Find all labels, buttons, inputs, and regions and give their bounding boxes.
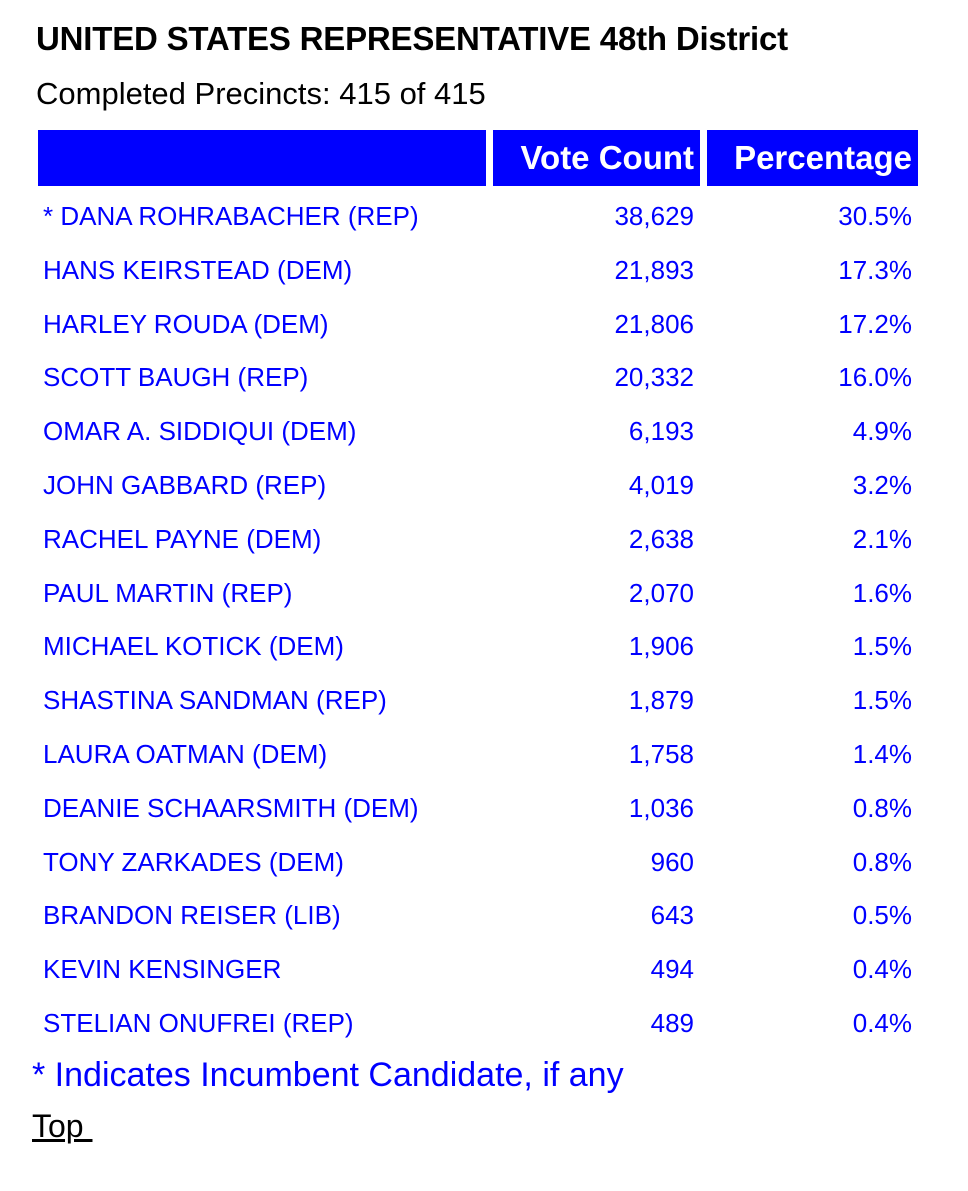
- candidate-name: OMAR A. SIDDIQUI (DEM): [43, 416, 357, 447]
- incumbent-note: * Indicates Incumbent Candidate, if any: [32, 1056, 624, 1094]
- top-link[interactable]: Top: [32, 1108, 93, 1144]
- table-row: [0, 997, 968, 1051]
- table-row: [0, 943, 968, 997]
- vote-count: 38,629: [614, 201, 694, 231]
- vote-count: 20,332: [614, 362, 694, 393]
- candidate-name: * DANA ROHRABACHER (REP): [43, 201, 419, 231]
- candidate-name: DEANIE SCHAARSMITH (DEM): [43, 792, 419, 823]
- table-row: [0, 513, 968, 567]
- candidate-name: STELIAN ONUFREI (REP): [43, 1007, 354, 1038]
- table-row: [0, 782, 968, 836]
- vote-percentage: 30.5%: [838, 201, 912, 231]
- vote-percentage: 0.4%: [852, 1007, 912, 1038]
- candidate-name: HARLEY ROUDA (DEM): [43, 308, 329, 339]
- vote-count: 2,070: [628, 577, 694, 608]
- table-row: [0, 190, 968, 244]
- vote-percentage: 0.8%: [852, 792, 912, 823]
- vote-percentage: 17.2%: [838, 308, 912, 339]
- candidate-name: KEVIN KENSINGER: [43, 954, 282, 985]
- table-row: [0, 351, 968, 405]
- column-header-percentage: Percentage: [707, 130, 918, 186]
- table-row: [0, 459, 968, 513]
- vote-percentage: 2.1%: [852, 523, 912, 554]
- table-row: [0, 620, 968, 674]
- table-row: [0, 298, 968, 352]
- vote-count: 960: [650, 846, 694, 877]
- vote-count: 489: [650, 1007, 694, 1038]
- page-title: UNITED STATES REPRESENTATIVE 48th District: [36, 20, 788, 57]
- table-row: [0, 674, 968, 728]
- vote-percentage: 0.4%: [852, 954, 912, 985]
- results-table: [0, 190, 968, 1051]
- vote-count: 1,879: [628, 685, 694, 716]
- vote-count: 2,638: [628, 523, 694, 554]
- vote-percentage: 1.5%: [852, 685, 912, 716]
- candidate-name: TONY ZARKADES (DEM): [43, 846, 344, 877]
- vote-count: 21,893: [614, 254, 694, 285]
- table-row: [0, 836, 968, 890]
- vote-count: 494: [650, 954, 694, 985]
- vote-count: 1,036: [628, 792, 694, 823]
- vote-percentage: 1.4%: [852, 738, 912, 769]
- candidate-name: RACHEL PAYNE (DEM): [43, 523, 322, 554]
- completed-precincts: Completed Precincts: 415 of 415: [36, 76, 486, 111]
- table-row: [0, 405, 968, 459]
- candidate-name: BRANDON REISER (LIB): [43, 900, 341, 931]
- vote-count: 6,193: [628, 416, 694, 447]
- table-row: [0, 567, 968, 621]
- vote-percentage: 1.5%: [852, 631, 912, 662]
- column-header-candidate: [38, 130, 486, 186]
- vote-percentage: 4.9%: [852, 416, 912, 447]
- table-row: [0, 889, 968, 943]
- vote-count: 643: [650, 900, 694, 931]
- vote-percentage: 3.2%: [852, 469, 912, 500]
- candidate-name: HANS KEIRSTEAD (DEM): [43, 254, 353, 285]
- vote-count: 1,906: [628, 631, 694, 662]
- vote-percentage: 17.3%: [838, 254, 912, 285]
- candidate-name: SHASTINA SANDMAN (REP): [43, 685, 387, 716]
- vote-percentage: 0.5%: [852, 900, 912, 931]
- candidate-name: PAUL MARTIN (REP): [43, 577, 293, 608]
- vote-count: 4,019: [628, 469, 694, 500]
- vote-count: 21,806: [614, 308, 694, 339]
- table-row: [0, 728, 968, 782]
- vote-percentage: 1.6%: [852, 577, 912, 608]
- candidate-name: JOHN GABBARD (REP): [43, 469, 327, 500]
- vote-percentage: 0.8%: [852, 846, 912, 877]
- candidate-name: MICHAEL KOTICK (DEM): [43, 631, 344, 662]
- candidate-name: LAURA OATMAN (DEM): [43, 738, 328, 769]
- column-header-vote-count: Vote Count: [493, 130, 700, 186]
- vote-percentage: 16.0%: [838, 362, 912, 393]
- vote-count: 1,758: [628, 738, 694, 769]
- candidate-name: SCOTT BAUGH (REP): [43, 362, 309, 393]
- table-row: [0, 244, 968, 298]
